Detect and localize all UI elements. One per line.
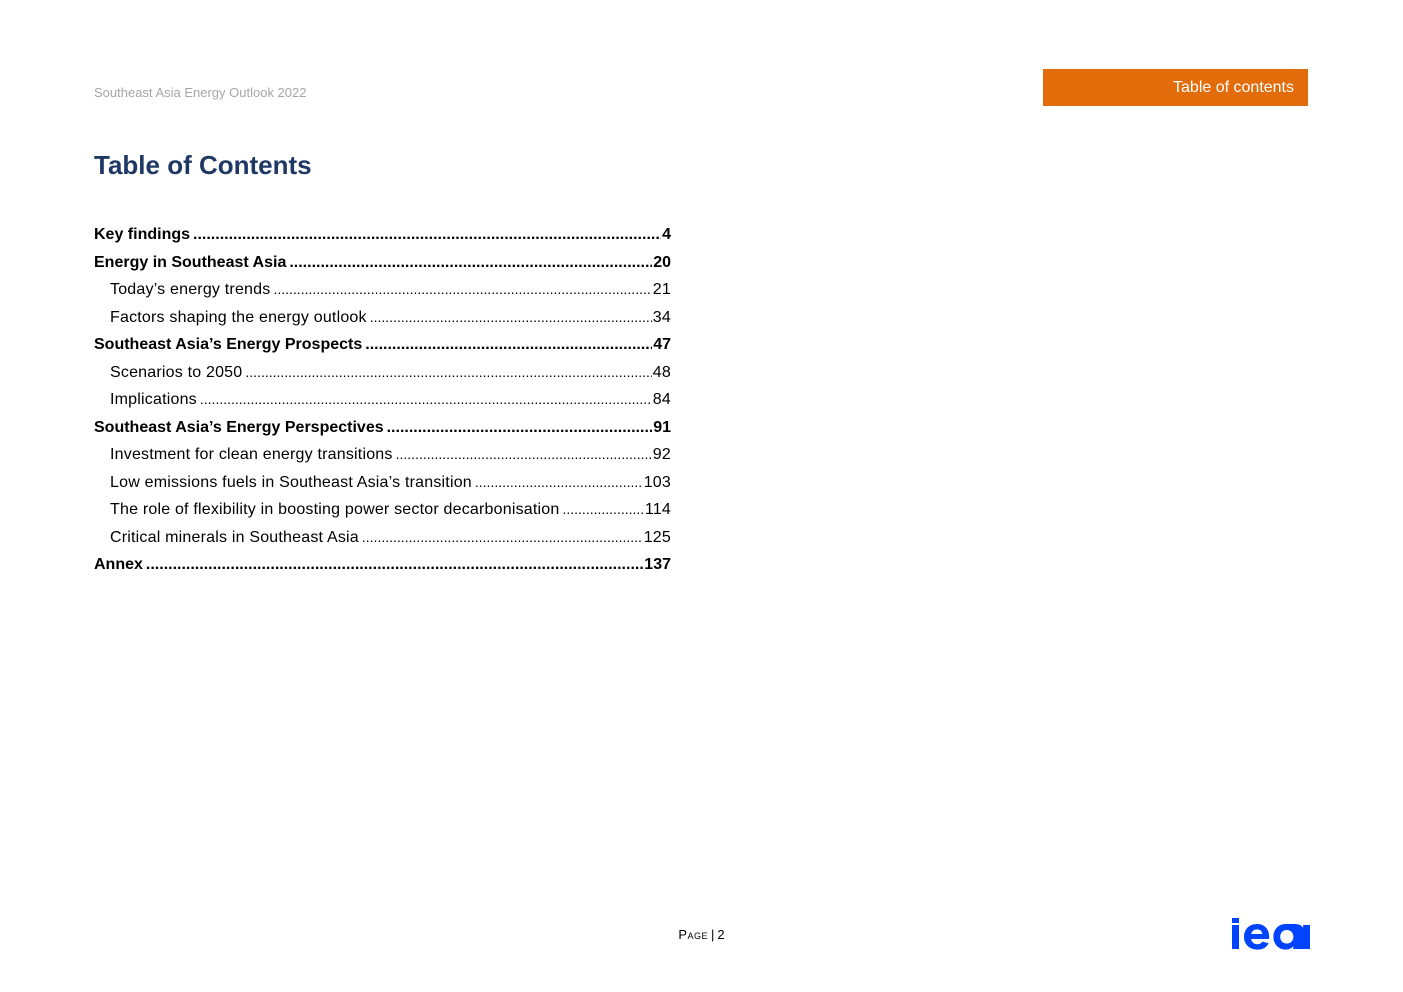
toc-entry-page: 137 bbox=[644, 556, 671, 573]
toc-entry-label: Critical minerals in Southeast Asia bbox=[110, 528, 359, 546]
toc-entry-label: Key findings bbox=[94, 226, 191, 243]
toc-dot-leader bbox=[562, 496, 643, 524]
toc-entry-page: 103 bbox=[643, 473, 671, 491]
toc-entry-label: Factors shaping the energy outlook bbox=[110, 308, 367, 326]
toc-entry-energy-in-southeast-asia[interactable] bbox=[94, 249, 671, 277]
toc-entry-energy-prospects[interactable] bbox=[94, 331, 671, 359]
iea-logo bbox=[1232, 916, 1310, 950]
toc-entry-page: 125 bbox=[643, 528, 671, 546]
toc-entry-low-emissions-fuels[interactable] bbox=[94, 469, 671, 497]
toc-dot-leader bbox=[475, 469, 643, 497]
toc-dot-leader bbox=[365, 331, 652, 359]
toc-entry-key-findings[interactable] bbox=[94, 221, 671, 249]
toc-dot-leader bbox=[146, 551, 643, 579]
toc-entry-label: Implications bbox=[110, 391, 197, 408]
toc-entry-label: Southeast Asia’s Energy Perspectives bbox=[94, 418, 384, 436]
toc-entry-page: 114 bbox=[644, 501, 671, 518]
toc-entry-label: Low emissions fuels in Southeast Asia’s transition bbox=[110, 473, 472, 491]
toc-entry-label: Scenarios to 2050 bbox=[110, 363, 243, 381]
toc-entry-page: 92 bbox=[652, 446, 671, 463]
page-word: Page bbox=[678, 927, 709, 942]
toc-entry-page: 21 bbox=[652, 281, 671, 298]
toc-entry-page: 34 bbox=[652, 308, 671, 326]
toc-dot-leader bbox=[396, 441, 652, 469]
document-running-header: Southeast Asia Energy Outlook 2022 bbox=[94, 85, 307, 100]
page-title: Table of Contents bbox=[94, 150, 312, 180]
toc-dot-leader bbox=[193, 221, 661, 249]
section-tab-table-of-contents[interactable]: Table of contents bbox=[1043, 69, 1308, 106]
toc-entry-label: Investment for clean energy transitions bbox=[110, 446, 393, 463]
toc-entry-label: Energy in Southeast Asia bbox=[94, 253, 287, 271]
toc-dot-leader bbox=[289, 249, 652, 277]
toc-entry-annex[interactable] bbox=[94, 551, 671, 579]
toc-entry-energy-perspectives[interactable] bbox=[94, 414, 671, 442]
toc-entry-investment-clean-energy[interactable] bbox=[94, 441, 671, 469]
toc-dot-leader bbox=[245, 359, 651, 387]
toc-dot-leader bbox=[370, 304, 652, 332]
toc-dot-leader bbox=[200, 386, 652, 414]
toc-entry-page: 91 bbox=[653, 418, 671, 436]
toc-entry-label: Today’s energy trends bbox=[110, 281, 271, 298]
toc-entry-implications[interactable] bbox=[94, 386, 671, 414]
toc-entry-role-of-flexibility[interactable] bbox=[94, 496, 671, 524]
toc-entry-label: Southeast Asia’s Energy Prospects bbox=[94, 336, 363, 353]
toc-entry-page: 4 bbox=[662, 226, 671, 243]
toc-entry-critical-minerals[interactable] bbox=[94, 524, 671, 552]
toc-entry-page: 47 bbox=[653, 336, 671, 353]
toc-entry-factors-shaping-outlook[interactable] bbox=[94, 304, 671, 332]
toc-entry-page: 48 bbox=[652, 363, 671, 381]
toc-entry-label: The role of flexibility in boosting power sector decarbonisation bbox=[110, 501, 560, 518]
toc-entry-page: 20 bbox=[653, 253, 671, 271]
toc-dot-leader bbox=[362, 524, 643, 552]
page-separator: | bbox=[711, 927, 715, 942]
table-of-contents-list bbox=[94, 221, 671, 579]
page-number-value: 2 bbox=[717, 927, 725, 942]
toc-entry-label: Annex bbox=[94, 556, 143, 573]
toc-dot-leader bbox=[387, 414, 653, 442]
toc-entry-scenarios-to-2050[interactable] bbox=[94, 359, 671, 387]
toc-entry-page: 84 bbox=[652, 391, 671, 408]
toc-entry-todays-energy-trends[interactable] bbox=[94, 276, 671, 304]
toc-dot-leader bbox=[273, 276, 651, 304]
page-number bbox=[0, 927, 1403, 942]
